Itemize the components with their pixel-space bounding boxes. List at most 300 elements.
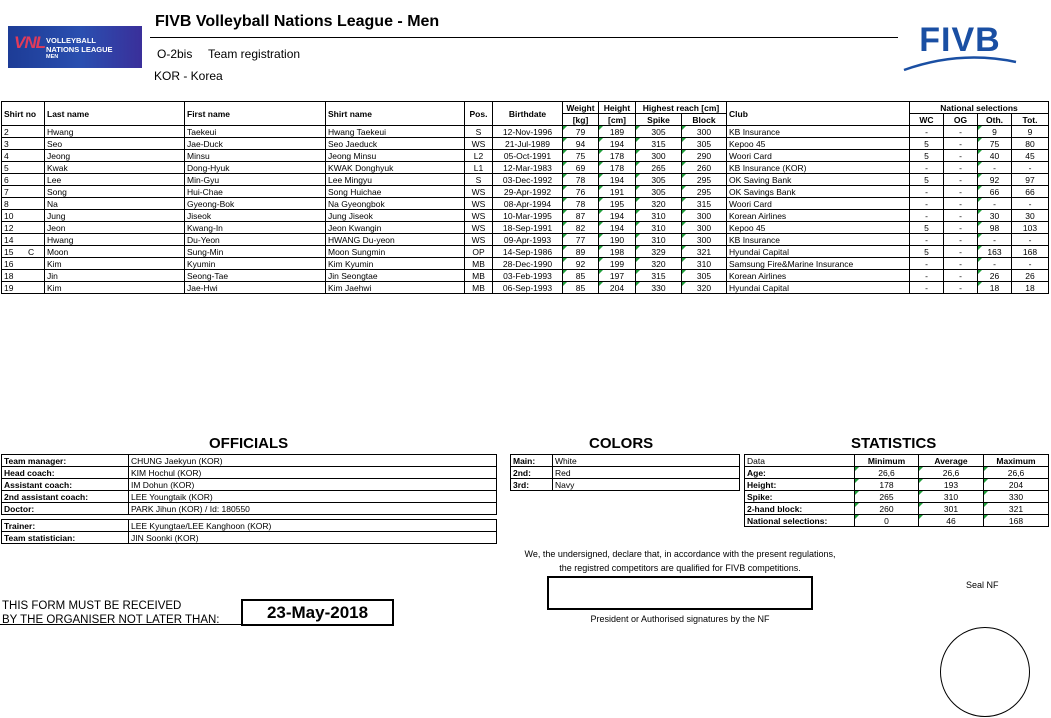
cell-tot: 97 — [1012, 174, 1049, 186]
cell-last-name: Jeon — [45, 222, 185, 234]
cell-pos: MB — [465, 282, 493, 294]
stats-header-min: Minimum — [855, 455, 919, 467]
cell-height: 194 — [599, 174, 636, 186]
cell-wc: - — [910, 126, 944, 138]
declaration-line2: the registred competitors are qualified for FIVB competitions. — [559, 563, 801, 573]
cell-weight: 87 — [563, 210, 599, 222]
player-row — [2, 126, 1049, 138]
cell-pos: WS — [465, 198, 493, 210]
cell-og: - — [944, 174, 978, 186]
cell-weight: 77 — [563, 234, 599, 246]
cell-weight: 82 — [563, 222, 599, 234]
cell-wc: - — [910, 162, 944, 174]
fivb-logo — [902, 18, 1018, 74]
cell-weight: 92 — [563, 258, 599, 270]
cell-height: 195 — [599, 198, 636, 210]
cell-pos: S — [465, 126, 493, 138]
cell-spike: 310 — [636, 222, 682, 234]
officials-table — [1, 454, 497, 544]
cell-weight: 69 — [563, 162, 599, 174]
cell-tot: 26 — [1012, 270, 1049, 282]
stat-row — [745, 491, 1049, 503]
cell-wc: 5 — [910, 222, 944, 234]
vnl-logo-line2: NATIONS LEAGUE — [46, 45, 113, 54]
cell-spike: 320 — [636, 258, 682, 270]
cell-oth: 40 — [978, 150, 1012, 162]
cell-height: 178 — [599, 162, 636, 174]
form-name: Team registration — [208, 47, 301, 61]
official-row — [2, 479, 497, 491]
cell-oth: 163 — [978, 246, 1012, 258]
cell-last-name: Jeong — [45, 150, 185, 162]
col-header-og: OG — [944, 114, 978, 126]
cell-spike: 320 — [636, 198, 682, 210]
cell-tot: 80 — [1012, 138, 1049, 150]
player-row — [2, 282, 1049, 294]
player-row — [2, 174, 1049, 186]
cell-block: 290 — [682, 150, 727, 162]
cell-shirt-name: Jeon Kwangin — [326, 222, 465, 234]
statistics-table — [744, 454, 1049, 527]
cell-og: - — [944, 138, 978, 150]
cell-height: 190 — [599, 234, 636, 246]
cell-shirt-name: Na Gyeongbok — [326, 198, 465, 210]
stat-label: National selections: — [745, 515, 855, 527]
cell-shirt-no — [2, 174, 45, 186]
seal-circle[interactable] — [940, 627, 1030, 717]
color-value: Red — [553, 467, 740, 479]
stat-min: 26,6 — [855, 467, 919, 479]
col-header-club: Club — [727, 102, 910, 126]
cell-block: 300 — [682, 234, 727, 246]
col-header-height-unit: [cm] — [599, 114, 636, 126]
vnl-logo-line1: VOLLEYBALL — [46, 36, 96, 45]
cell-club: Samsung Fire&Marine Insurance — [727, 258, 910, 270]
cell-shirt-name: Hwang Taekeui — [326, 126, 465, 138]
player-row — [2, 258, 1049, 270]
deadline-divider — [0, 624, 242, 625]
shirt-number: 14 — [4, 234, 14, 245]
stat-avg: 301 — [919, 503, 984, 515]
cell-spike: 310 — [636, 210, 682, 222]
cell-last-name: Moon — [45, 246, 185, 258]
seal-label: Seal NF — [966, 580, 999, 590]
stat-max: 204 — [984, 479, 1049, 491]
declaration-line1: We, the undersigned, declare that, in accordance with the present regulations, — [524, 549, 836, 559]
stat-label: Height: — [745, 479, 855, 491]
cell-tot: - — [1012, 198, 1049, 210]
signature-box[interactable] — [547, 576, 813, 610]
cell-block: 300 — [682, 222, 727, 234]
team-name: KOR - Korea — [154, 69, 223, 83]
shirt-number: 2 — [4, 126, 9, 137]
cell-wc: - — [910, 258, 944, 270]
stat-min: 0 — [855, 515, 919, 527]
cell-block: 295 — [682, 186, 727, 198]
cell-spike: 300 — [636, 150, 682, 162]
cell-first-name: Kyumin — [185, 258, 326, 270]
col-header-block: Block — [682, 114, 727, 126]
shirt-number: 5 — [4, 162, 9, 173]
cell-first-name: Sung-Min — [185, 246, 326, 258]
cell-shirt-no — [2, 126, 45, 138]
shirt-number: 15 — [4, 246, 14, 257]
player-row — [2, 186, 1049, 198]
cell-shirt-name: Jeong Minsu — [326, 150, 465, 162]
official-label: Head coach: — [2, 467, 129, 479]
cell-og: - — [944, 186, 978, 198]
official-value: LEE Youngtaik (KOR) — [129, 491, 497, 503]
cell-block: 321 — [682, 246, 727, 258]
captain-mark: C — [28, 247, 35, 257]
cell-club: OK Savings Bank — [727, 186, 910, 198]
cell-club: Kepoo 45 — [727, 138, 910, 150]
cell-wc: 5 — [910, 150, 944, 162]
cell-shirt-no — [2, 138, 45, 150]
cell-oth: 66 — [978, 186, 1012, 198]
official-row — [2, 491, 497, 503]
cell-tot: - — [1012, 162, 1049, 174]
cell-tot: - — [1012, 258, 1049, 270]
cell-birthdate: 10-Mar-1995 — [493, 210, 563, 222]
col-header-birthdate: Birthdate — [493, 102, 563, 126]
cell-og: - — [944, 162, 978, 174]
cell-shirt-name: Jin Seongtae — [326, 270, 465, 282]
player-row — [2, 234, 1049, 246]
cell-last-name: Na — [45, 198, 185, 210]
cell-height: 194 — [599, 210, 636, 222]
cell-weight: 78 — [563, 174, 599, 186]
cell-first-name: Min-Gyu — [185, 174, 326, 186]
deadline-line2: BY THE ORGANISER NOT LATER THAN: — [2, 614, 220, 626]
official-label: Team manager: — [2, 455, 129, 467]
vnl-logo-line3: MEN — [46, 54, 59, 60]
cell-shirt-no — [2, 210, 45, 222]
shirt-number: 3 — [4, 138, 9, 149]
official-row — [2, 520, 497, 532]
col-header-weight: Weight — [563, 102, 599, 114]
cell-weight: 85 — [563, 282, 599, 294]
cell-oth: 9 — [978, 126, 1012, 138]
cell-pos: L1 — [465, 162, 493, 174]
cell-last-name: Kim — [45, 258, 185, 270]
shirt-number: 8 — [4, 198, 9, 209]
cell-pos: L2 — [465, 150, 493, 162]
shirt-number: 6 — [4, 174, 9, 185]
cell-club: Hyundai Capital — [727, 246, 910, 258]
cell-wc: - — [910, 234, 944, 246]
cell-shirt-no — [2, 246, 45, 258]
cell-shirt-name: Song Huichae — [326, 186, 465, 198]
official-label: Trainer: — [2, 520, 129, 532]
color-row — [511, 479, 740, 491]
cell-birthdate: 14-Sep-1986 — [493, 246, 563, 258]
cell-og: - — [944, 222, 978, 234]
stat-label: 2-hand block: — [745, 503, 855, 515]
official-value: PARK Jihun (KOR) / Id: 180550 — [129, 503, 497, 515]
cell-shirt-name: Jung Jiseok — [326, 210, 465, 222]
stat-row — [745, 467, 1049, 479]
cell-spike: 329 — [636, 246, 682, 258]
cell-shirt-no — [2, 234, 45, 246]
official-value: CHUNG Jaekyun (KOR) — [129, 455, 497, 467]
cell-tot: 45 — [1012, 150, 1049, 162]
cell-first-name: Kwang-In — [185, 222, 326, 234]
cell-oth: - — [978, 198, 1012, 210]
cell-wc: - — [910, 210, 944, 222]
shirt-number: 16 — [4, 258, 14, 269]
cell-spike: 305 — [636, 186, 682, 198]
cell-oth: 18 — [978, 282, 1012, 294]
shirt-number: 18 — [4, 270, 14, 281]
cell-block: 310 — [682, 258, 727, 270]
color-label: 3rd: — [511, 479, 553, 491]
cell-og: - — [944, 126, 978, 138]
cell-last-name: Lee — [45, 174, 185, 186]
cell-pos: OP — [465, 246, 493, 258]
stat-label: Age: — [745, 467, 855, 479]
col-header-wc: WC — [910, 114, 944, 126]
stat-row — [745, 503, 1049, 515]
cell-height: 194 — [599, 138, 636, 150]
cell-pos: WS — [465, 234, 493, 246]
cell-last-name: Hwang — [45, 126, 185, 138]
colors-title: COLORS — [589, 435, 654, 452]
cell-height: 197 — [599, 270, 636, 282]
cell-height: 189 — [599, 126, 636, 138]
cell-weight: 94 — [563, 138, 599, 150]
deadline-date: 23-May-2018 — [241, 599, 394, 626]
cell-weight: 78 — [563, 198, 599, 210]
cell-oth: 92 — [978, 174, 1012, 186]
cell-shirt-name: KWAK Donghyuk — [326, 162, 465, 174]
cell-birthdate: 12-Nov-1996 — [493, 126, 563, 138]
stat-label: Spike: — [745, 491, 855, 503]
cell-first-name: Jae-Hwi — [185, 282, 326, 294]
cell-shirt-no — [2, 222, 45, 234]
cell-block: 260 — [682, 162, 727, 174]
vnl-logo-mark: VNL — [14, 33, 45, 52]
cell-oth: 26 — [978, 270, 1012, 282]
player-row — [2, 270, 1049, 282]
stat-min: 260 — [855, 503, 919, 515]
player-row — [2, 138, 1049, 150]
cell-club: Kepoo 45 — [727, 222, 910, 234]
stat-min: 265 — [855, 491, 919, 503]
cell-birthdate: 05-Oct-1991 — [493, 150, 563, 162]
cell-og: - — [944, 258, 978, 270]
cell-birthdate: 28-Dec-1990 — [493, 258, 563, 270]
cell-wc: - — [910, 270, 944, 282]
shirt-number: 19 — [4, 282, 14, 293]
cell-first-name: Taekeui — [185, 126, 326, 138]
col-header-reach: Highest reach [cm] — [636, 102, 727, 114]
stat-max: 330 — [984, 491, 1049, 503]
cell-height: 178 — [599, 150, 636, 162]
cell-tot: 30 — [1012, 210, 1049, 222]
cell-height: 198 — [599, 246, 636, 258]
col-header-height: Height — [599, 102, 636, 114]
cell-shirt-no — [2, 198, 45, 210]
cell-shirt-no — [2, 270, 45, 282]
player-row — [2, 162, 1049, 174]
col-header-national: National selections — [910, 102, 1049, 114]
color-label: 2nd: — [511, 467, 553, 479]
cell-last-name: Kim — [45, 282, 185, 294]
officials-title: OFFICIALS — [209, 435, 289, 452]
cell-pos: MB — [465, 258, 493, 270]
cell-club: Korean Airlines — [727, 210, 910, 222]
cell-wc: 5 — [910, 246, 944, 258]
cell-birthdate: 21-Jul-1989 — [493, 138, 563, 150]
cell-shirt-name: Seo Jaeduck — [326, 138, 465, 150]
col-header-shirt-no: Shirt no — [2, 102, 45, 126]
stats-header-avg: Average — [919, 455, 984, 467]
stat-min: 178 — [855, 479, 919, 491]
stat-max: 321 — [984, 503, 1049, 515]
cell-block: 295 — [682, 174, 727, 186]
fivb-logo-swoosh — [904, 58, 1016, 71]
cell-weight: 76 — [563, 186, 599, 198]
col-header-weight-unit: [kg] — [563, 114, 599, 126]
shirt-number: 12 — [4, 222, 14, 233]
official-row — [2, 467, 497, 479]
cell-tot: 168 — [1012, 246, 1049, 258]
official-value: IM Dohun (KOR) — [129, 479, 497, 491]
cell-pos: WS — [465, 186, 493, 198]
cell-og: - — [944, 246, 978, 258]
cell-shirt-no — [2, 258, 45, 270]
cell-shirt-no — [2, 282, 45, 294]
cell-block: 305 — [682, 138, 727, 150]
color-value: Navy — [553, 479, 740, 491]
cell-shirt-no — [2, 162, 45, 174]
stat-row — [745, 515, 1049, 527]
cell-first-name: Jae-Duck — [185, 138, 326, 150]
col-header-oth: Oth. — [978, 114, 1012, 126]
cell-wc: 5 — [910, 174, 944, 186]
cell-oth: 30 — [978, 210, 1012, 222]
cell-club: Hyundai Capital — [727, 282, 910, 294]
cell-last-name: Hwang — [45, 234, 185, 246]
cell-shirt-no — [2, 150, 45, 162]
col-header-shirt-name: Shirt name — [326, 102, 465, 126]
cell-last-name: Kwak — [45, 162, 185, 174]
vnl-logo — [8, 26, 142, 68]
cell-club: KB Insurance — [727, 126, 910, 138]
cell-pos: WS — [465, 222, 493, 234]
cell-oth: 75 — [978, 138, 1012, 150]
cell-pos: MB — [465, 270, 493, 282]
cell-first-name: Gyeong-Bok — [185, 198, 326, 210]
official-row — [2, 455, 497, 467]
cell-club: Woori Card — [727, 150, 910, 162]
cell-spike: 310 — [636, 234, 682, 246]
cell-block: 320 — [682, 282, 727, 294]
statistics-title: STATISTICS — [851, 435, 937, 452]
cell-oth: 98 — [978, 222, 1012, 234]
cell-weight: 79 — [563, 126, 599, 138]
cell-birthdate: 03-Dec-1992 — [493, 174, 563, 186]
cell-wc: - — [910, 186, 944, 198]
player-row — [2, 246, 1049, 258]
cell-weight: 85 — [563, 270, 599, 282]
deadline-line1: THIS FORM MUST BE RECEIVED — [2, 600, 182, 612]
official-label: Assistant coach: — [2, 479, 129, 491]
color-row — [511, 455, 740, 467]
cell-height: 191 — [599, 186, 636, 198]
player-row — [2, 222, 1049, 234]
cell-height: 204 — [599, 282, 636, 294]
shirt-number: 4 — [4, 150, 9, 161]
cell-height: 194 — [599, 222, 636, 234]
cell-club: OK Saving Bank — [727, 174, 910, 186]
cell-club: KB Insurance (KOR) — [727, 162, 910, 174]
cell-tot: - — [1012, 234, 1049, 246]
cell-club: Woori Card — [727, 198, 910, 210]
cell-birthdate: 12-Mar-1983 — [493, 162, 563, 174]
cell-oth: - — [978, 258, 1012, 270]
cell-club: KB Insurance — [727, 234, 910, 246]
deadline-text — [2, 599, 242, 627]
declaration-text — [505, 547, 855, 575]
color-value: White — [553, 455, 740, 467]
stat-row — [745, 479, 1049, 491]
fivb-logo-text: FIVB — [919, 21, 1001, 59]
cell-birthdate: 29-Apr-1992 — [493, 186, 563, 198]
col-header-first-name: First name — [185, 102, 326, 126]
cell-shirt-name: Moon Sungmin — [326, 246, 465, 258]
cell-club: Korean Airlines — [727, 270, 910, 282]
cell-last-name: Jin — [45, 270, 185, 282]
cell-tot: 9 — [1012, 126, 1049, 138]
cell-weight: 75 — [563, 150, 599, 162]
cell-spike: 315 — [636, 138, 682, 150]
cell-og: - — [944, 270, 978, 282]
cell-og: - — [944, 210, 978, 222]
shirt-number: 7 — [4, 186, 9, 197]
cell-tot: 66 — [1012, 186, 1049, 198]
cell-birthdate: 03-Feb-1993 — [493, 270, 563, 282]
official-row — [2, 532, 497, 544]
form-code: O-2bis — [157, 47, 193, 61]
cell-shirt-name: Kim Jaehwi — [326, 282, 465, 294]
cell-first-name: Minsu — [185, 150, 326, 162]
col-header-tot: Tot. — [1012, 114, 1049, 126]
col-header-spike: Spike — [636, 114, 682, 126]
cell-og: - — [944, 234, 978, 246]
cell-spike: 305 — [636, 174, 682, 186]
cell-shirt-name: Lee Mingyu — [326, 174, 465, 186]
cell-og: - — [944, 198, 978, 210]
cell-first-name: Jiseok — [185, 210, 326, 222]
player-row — [2, 210, 1049, 222]
cell-pos: WS — [465, 210, 493, 222]
cell-pos: S — [465, 174, 493, 186]
cell-block: 300 — [682, 126, 727, 138]
cell-wc: - — [910, 282, 944, 294]
players-body — [2, 126, 1049, 294]
cell-birthdate: 08-Apr-1994 — [493, 198, 563, 210]
cell-og: - — [944, 150, 978, 162]
cell-wc: - — [910, 198, 944, 210]
stat-avg: 193 — [919, 479, 984, 491]
document-title: FIVB Volleyball Nations League - Men — [155, 13, 440, 30]
cell-tot: 18 — [1012, 282, 1049, 294]
cell-first-name: Hui-Chae — [185, 186, 326, 198]
signature-label: President or Authorised signatures by the NF — [590, 614, 770, 624]
cell-oth: - — [978, 162, 1012, 174]
